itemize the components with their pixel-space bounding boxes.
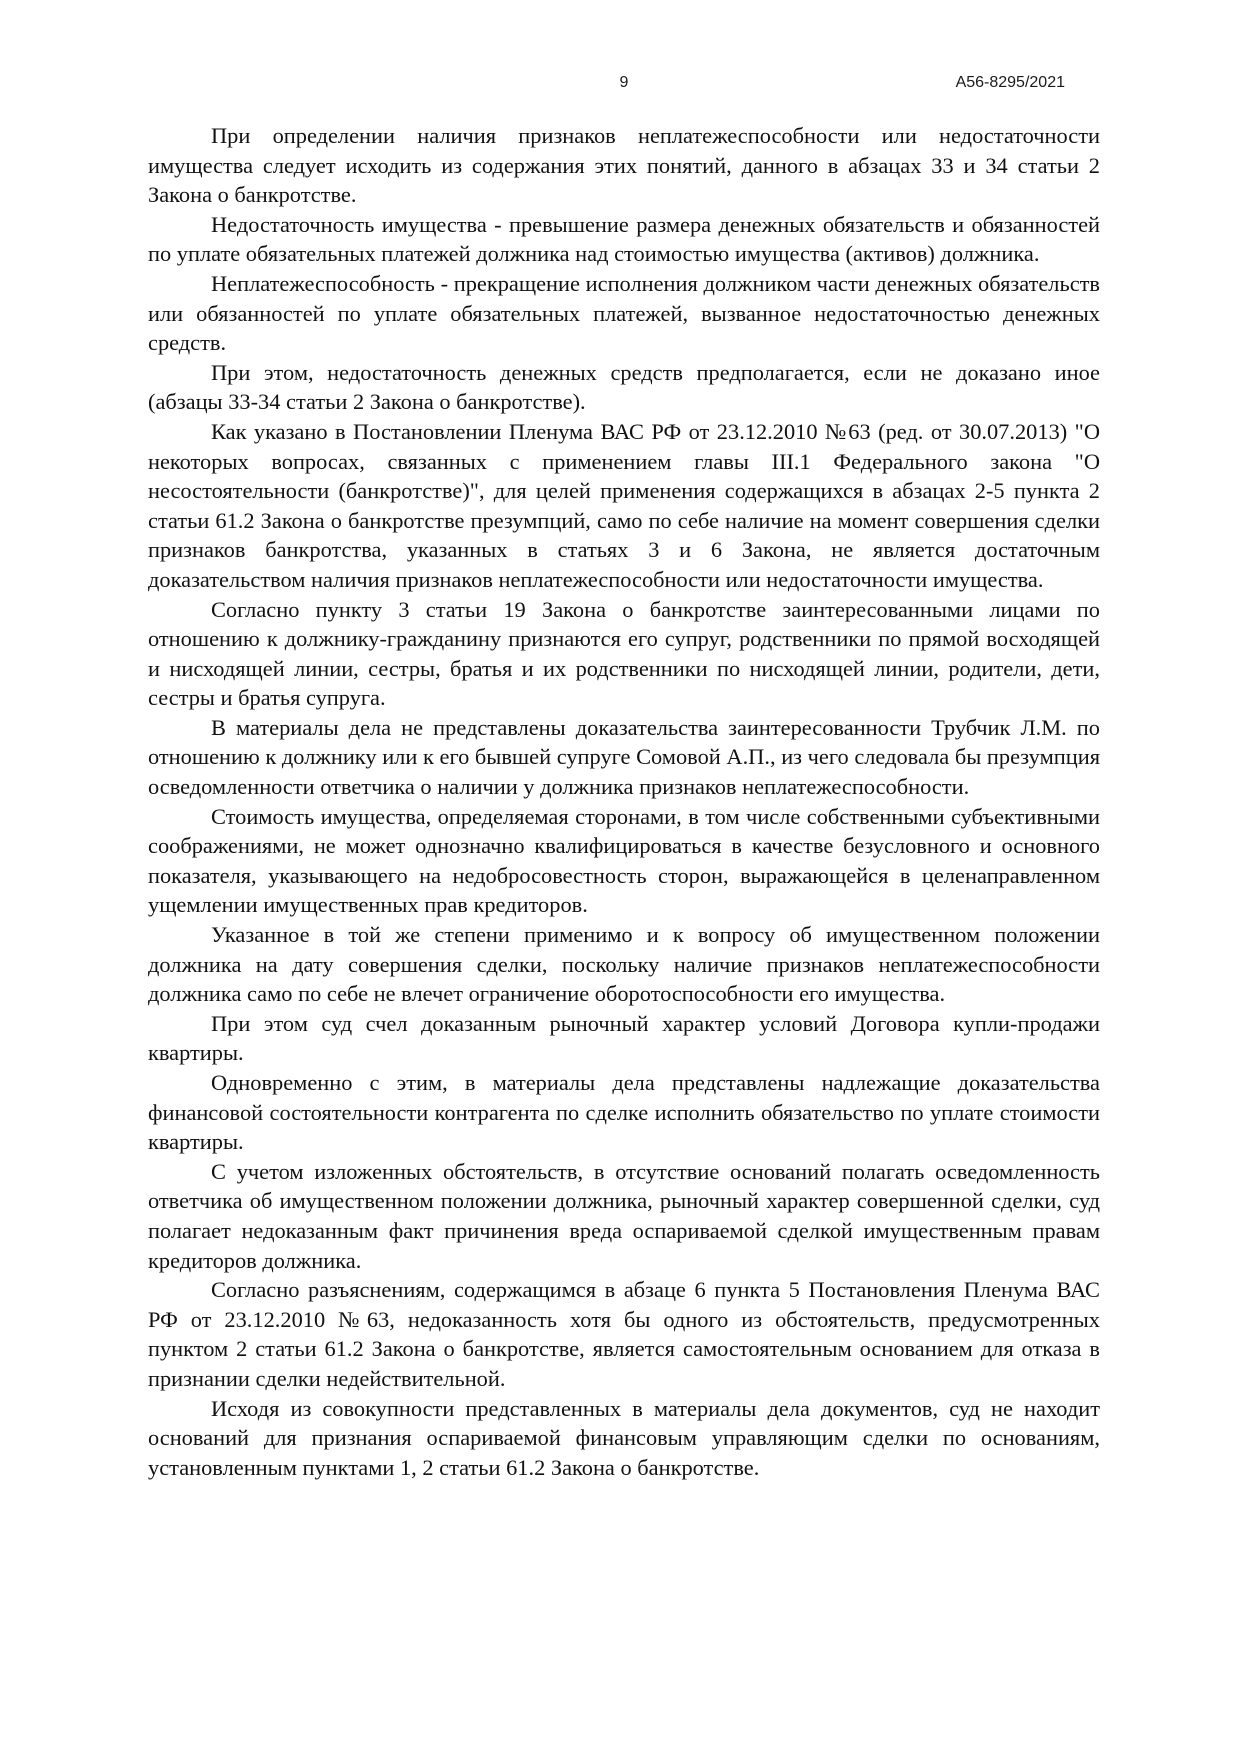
case-number: А56-8295/2021 bbox=[955, 74, 1065, 91]
paragraph-no-interest-evidence: В материалы дела не представлены доказательства заинтересованности Трубчик Л.М. по отношению к должнику или к его бывшей супруге Сомовой А.П., из чего следовала бы презумпция осведомленности ответчика о наличии у должника признаков неплатежеспособности. bbox=[148, 714, 1100, 800]
paragraph-interested-parties: Согласно пункту 3 статьи 19 Закона о банкротстве заинтересованными лицами по отношению к должнику-гражданину признаются его супруг, родственники по прямой восходящей и нисходящей линии, сестры, братья и их родственники по нисходящей линии, родители, дети, сестры и братья супруга. bbox=[148, 596, 1100, 711]
page-header bbox=[148, 74, 1100, 98]
paragraph-clarifications: Согласно разъяснениям, содержащимся в абзаце 6 пункта 5 Постановления Пленума ВАС РФ от 23.12.2010 №63, недоказанность хотя бы одного из обстоятельств, предусмотренных пунктом 2 статьи 61.2 Закона о банкротстве, является самостоятельным основанием для отказа в признании сделки недействительной. bbox=[148, 1277, 1100, 1391]
paragraph-insolvency-criteria: При определении наличия признаков неплатежеспособности или недостаточности имущества следует исходить из содержания этих понятий, данного в абзацах 33 и 34 статьи 2 Закона о банкротстве. bbox=[148, 123, 1100, 208]
paragraph-property-status: Указанное в той же степени применимо и к вопросу об имущественном положении должника на дату совершения сделки, поскольку наличие признаков неплатежеспособности должника само по себе не влечет ограничение оборотоспособности его имущества. bbox=[148, 922, 1100, 1007]
paragraph-property-value: Стоимость имущества, определяемая сторонами, в том числе собственными субъективными соображениями, не может однозначно квалифицироваться в качестве безусловного и основного показателя, указывающего на недобросовестность сторон, выражающейся в целенаправленном ущемлении имущественных прав кредиторов. bbox=[148, 803, 1100, 918]
paragraph-conclusion: Исходя из совокупности представленных в материалы дела документов, суд не находит оснований для признания оспариваемой финансовым управляющим сделки по основаниям, установленным пунктами 1, 2 статьи 61.2 Закона о банкротстве. bbox=[148, 1395, 1100, 1480]
paragraph-property-insufficiency: Недостаточность имущества - превышение размера денежных обязательств и обязанностей по уплате обязательных платежей должника над стоимостью имущества (активов) должника. bbox=[148, 211, 1100, 267]
paragraph-presumption: При этом, недостаточность денежных средств предполагается, если не доказано иное (абзацы 33-34 статьи 2 Закона о банкротстве). bbox=[148, 359, 1100, 415]
document-body bbox=[148, 121, 1100, 1482]
paragraph-insolvency-definition: Неплатежеспособность - прекращение исполнения должником части денежных обязательств или обязанностей по уплате обязательных платежей, вызванное недостаточностью денежных средств. bbox=[148, 270, 1100, 356]
paragraph-plenum-resolution: Как указано в Постановлении Пленума ВАС РФ от 23.12.2010 №63 (ред. от 30.07.2013) "О некоторых вопросах, связанных с применением главы III.1 Федерального закона "О несостоятельности (банкротстве)", для целей применения содержащихся в абзацах 2-5 пункта 2 статьи 61.2 Закона о банкротстве презумпций, само по себе наличие на момент совершения сделки признаков банкротства, указанных в статьях 3 и 6 Закона, не является достаточным доказательством наличия признаков неплатежеспособности или недостаточности имущества. bbox=[148, 418, 1100, 592]
paragraph-no-harm-proven: С учетом изложенных обстоятельств, в отсутствие оснований полагать осведомленность ответчика об имущественном положении должника, рыночный характер совершенной сделки, суд полагает недоказанным факт причинения вреда оспариваемой сделкой имущественным правам кредиторов должника. bbox=[148, 1158, 1100, 1273]
page-number: 9 bbox=[619, 74, 629, 91]
paragraph-market-nature: При этом суд счел доказанным рыночный характер условий Договора купли-продажи квартиры. bbox=[148, 1010, 1100, 1066]
paragraph-counterparty-solvency: Одновременно с этим, в материалы дела представлены надлежащие доказательства финансовой состоятельности контрагента по сделке исполнить обязательство по уплате стоимости квартиры. bbox=[148, 1070, 1100, 1155]
